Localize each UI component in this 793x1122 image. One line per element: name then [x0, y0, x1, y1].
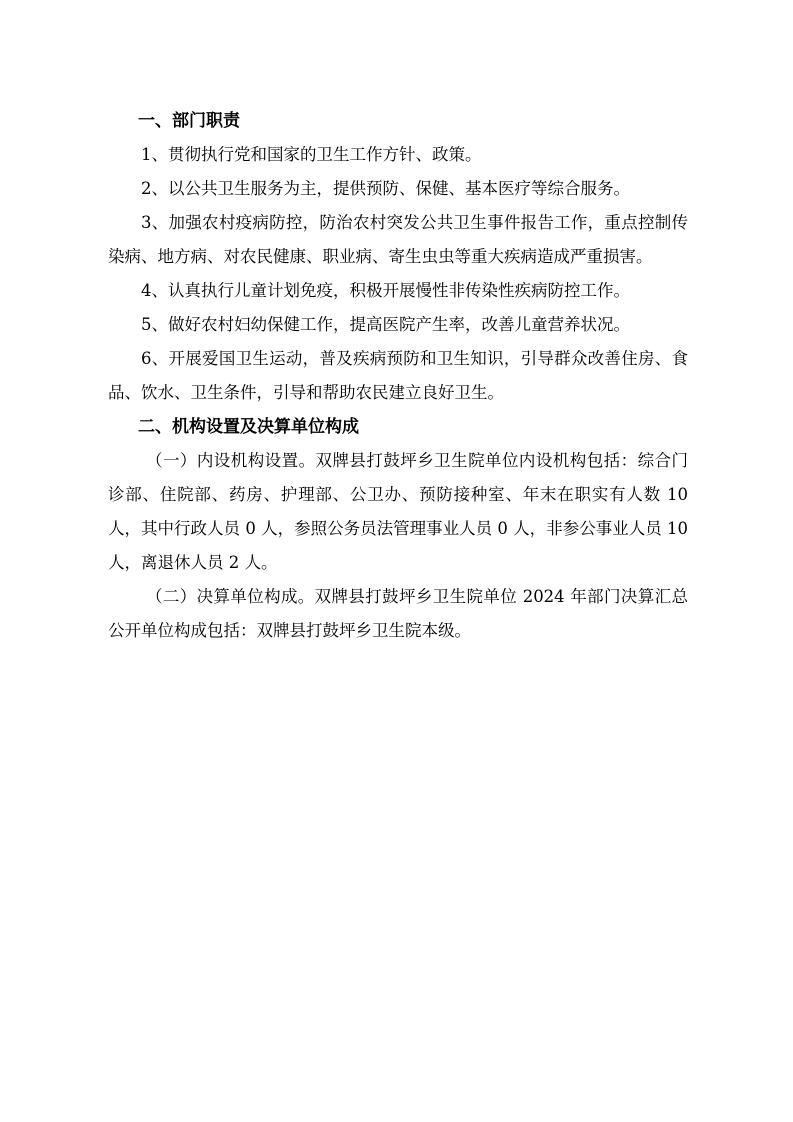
duty-item-4: 4、认真执行儿童计划免疫，积极开展慢性非传染性疾病防控工作。: [141, 281, 630, 300]
section-heading-duties: 一、部门职责: [138, 111, 240, 131]
document-body: [108, 104, 688, 648]
organization-item-1: （一）内设机构设置。双牌县打鼓坪乡卫生院单位内设机构包括：综合门诊部、住院部、药房、护理部、公卫办、预防接种室、年末在职实有人数 10 人，其中行政人员 0 人，参照公务员法管理事业人员 0 人，非参公事业人员 10 人，离退休人员 2 人。: [108, 451, 688, 572]
duty-item-6: 6、开展爱国卫生运动，普及疾病预防和卫生知识，引导群众改善住房、食品、饮水、卫生条件，引导和帮助农民建立良好卫生。: [108, 349, 688, 402]
duty-item-2: 2、以公共卫生服务为主，提供预防、保健、基本医疗等综合服务。: [141, 179, 630, 198]
duty-item-5: 5、做好农村妇幼保健工作，提高医院产生率，改善儿童营养状况。: [141, 315, 630, 334]
duty-item-3: 3、加强农村疫病防控，防治农村突发公共卫生事件报告工作，重点控制传染病、地方病、对农民健康、职业病、寄生虫虫等重大疾病造成严重损害。: [108, 213, 688, 266]
section-heading-organization: 二、机构设置及决算单位构成: [138, 417, 359, 437]
duty-item-1: 1、贯彻执行党和国家的卫生工作方针、政策。: [141, 145, 482, 164]
organization-item-2: （二）决算单位构成。双牌县打鼓坪乡卫生院单位 2024 年部门决算汇总公开单位构成包括：双牌县打鼓坪乡卫生院本级。: [108, 587, 688, 640]
